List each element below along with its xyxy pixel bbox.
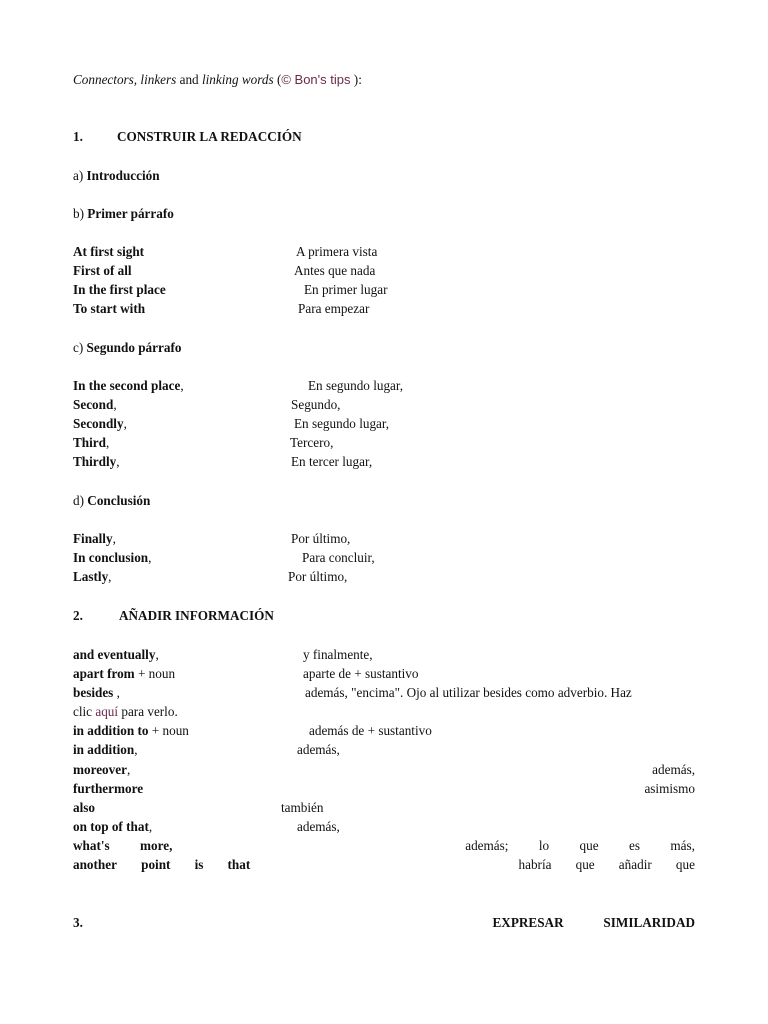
subsection-title: Introducción [86, 168, 160, 183]
term-en: Thirdly, [73, 454, 120, 469]
term-es: En segundo lugar, [294, 416, 390, 431]
term-es: Por último, [291, 531, 351, 546]
term-en: also [73, 800, 95, 815]
term-es: Para empezar [298, 301, 370, 316]
term-en: In the first place [73, 282, 166, 297]
term-es: En primer lugar [304, 282, 388, 297]
term-es: Por último, [288, 569, 348, 584]
section-number: 2. [73, 608, 83, 623]
heading-word-linking-words: linking words [201, 72, 274, 87]
section-1-heading [73, 129, 302, 145]
subsection-a-heading [73, 168, 160, 184]
heading-word-and: and [179, 72, 199, 87]
term-en: Secondly, [73, 416, 127, 431]
besides-continuation: clic aquí para verlo. [73, 704, 178, 719]
subsection-letter: d) [73, 493, 84, 508]
heading-close: ): [350, 72, 362, 87]
subsection-c-heading [73, 340, 181, 356]
document-heading [73, 72, 362, 88]
term-en: in addition to + noun [73, 723, 189, 738]
subsection-letter: b) [73, 206, 84, 221]
term-en: At first sight [73, 244, 145, 259]
term-es: Tercero, [290, 435, 334, 450]
subsection-letter: a) [73, 168, 84, 183]
whats-more-row: what's more, además; lo que es más, [73, 838, 695, 853]
term-en: To start with [73, 301, 146, 316]
term-es: En tercer lugar, [291, 454, 373, 469]
section-title-word: SIMILARIDAD [603, 915, 695, 930]
subsection-title: Segundo párrafo [86, 340, 182, 355]
subsection-b-heading [73, 206, 174, 222]
section-title: AÑADIR INFORMACIÓN [119, 608, 274, 623]
term-en: Third, [73, 435, 110, 450]
term-en: First of all [73, 263, 132, 278]
term-es: Antes que nada [294, 263, 376, 278]
subsection-letter: c) [73, 340, 84, 355]
term-es: asimismo [644, 781, 695, 796]
subsection-title: Conclusión [87, 493, 151, 508]
term-es: A primera vista [296, 244, 378, 259]
term-es: y finalmente, [303, 647, 373, 662]
term-es: además, [297, 742, 340, 757]
subsection-d-heading [73, 493, 150, 509]
term-en: In conclusion, [73, 550, 152, 565]
term-en: and eventually, [73, 647, 159, 662]
term-en: Finally, [73, 531, 116, 546]
term-en: furthermore [73, 781, 144, 796]
term-en: besides , [73, 685, 120, 700]
term-es: además, [652, 762, 695, 777]
term-en: on top of that, [73, 819, 153, 834]
term-es: aparte de + sustantivo [303, 666, 419, 681]
term-es: además de + sustantivo [309, 723, 432, 738]
section-2-heading [73, 608, 274, 624]
heading-word-linkers: linkers [140, 72, 177, 87]
section-number: 1. [73, 129, 83, 144]
subsection-title: Primer párrafo [87, 206, 174, 221]
term-es: también [281, 800, 324, 815]
term-en: Lastly, [73, 569, 112, 584]
heading-word-connectors: Connectors, [73, 72, 138, 87]
term-es: Para concluir, [302, 550, 375, 565]
term-es: En segundo lugar, [308, 378, 404, 393]
term-en: apart from + noun [73, 666, 176, 681]
another-point-row: another point is that habría que añadir que [73, 857, 695, 872]
term-es: además, "encima". Ojo al utilizar besides como adverbio. Haz [305, 685, 632, 700]
term-es: además, [297, 819, 340, 834]
term-en: In the second place, [73, 378, 184, 393]
section-title: CONSTRUIR LA REDACCIÓN [117, 129, 302, 144]
bons-tips-link[interactable]: © Bon's tips [281, 72, 351, 87]
section-title-word: EXPRESAR [492, 915, 564, 930]
term-en: in addition, [73, 742, 138, 757]
term-en: Second, [73, 397, 117, 412]
aqui-link[interactable]: aquí [95, 704, 119, 719]
term-en: moreover, [73, 762, 131, 777]
heading-open-paren: ( [276, 72, 282, 87]
section-number: 3. [73, 915, 83, 930]
section-3-heading [73, 915, 695, 931]
term-es: Segundo, [291, 397, 341, 412]
